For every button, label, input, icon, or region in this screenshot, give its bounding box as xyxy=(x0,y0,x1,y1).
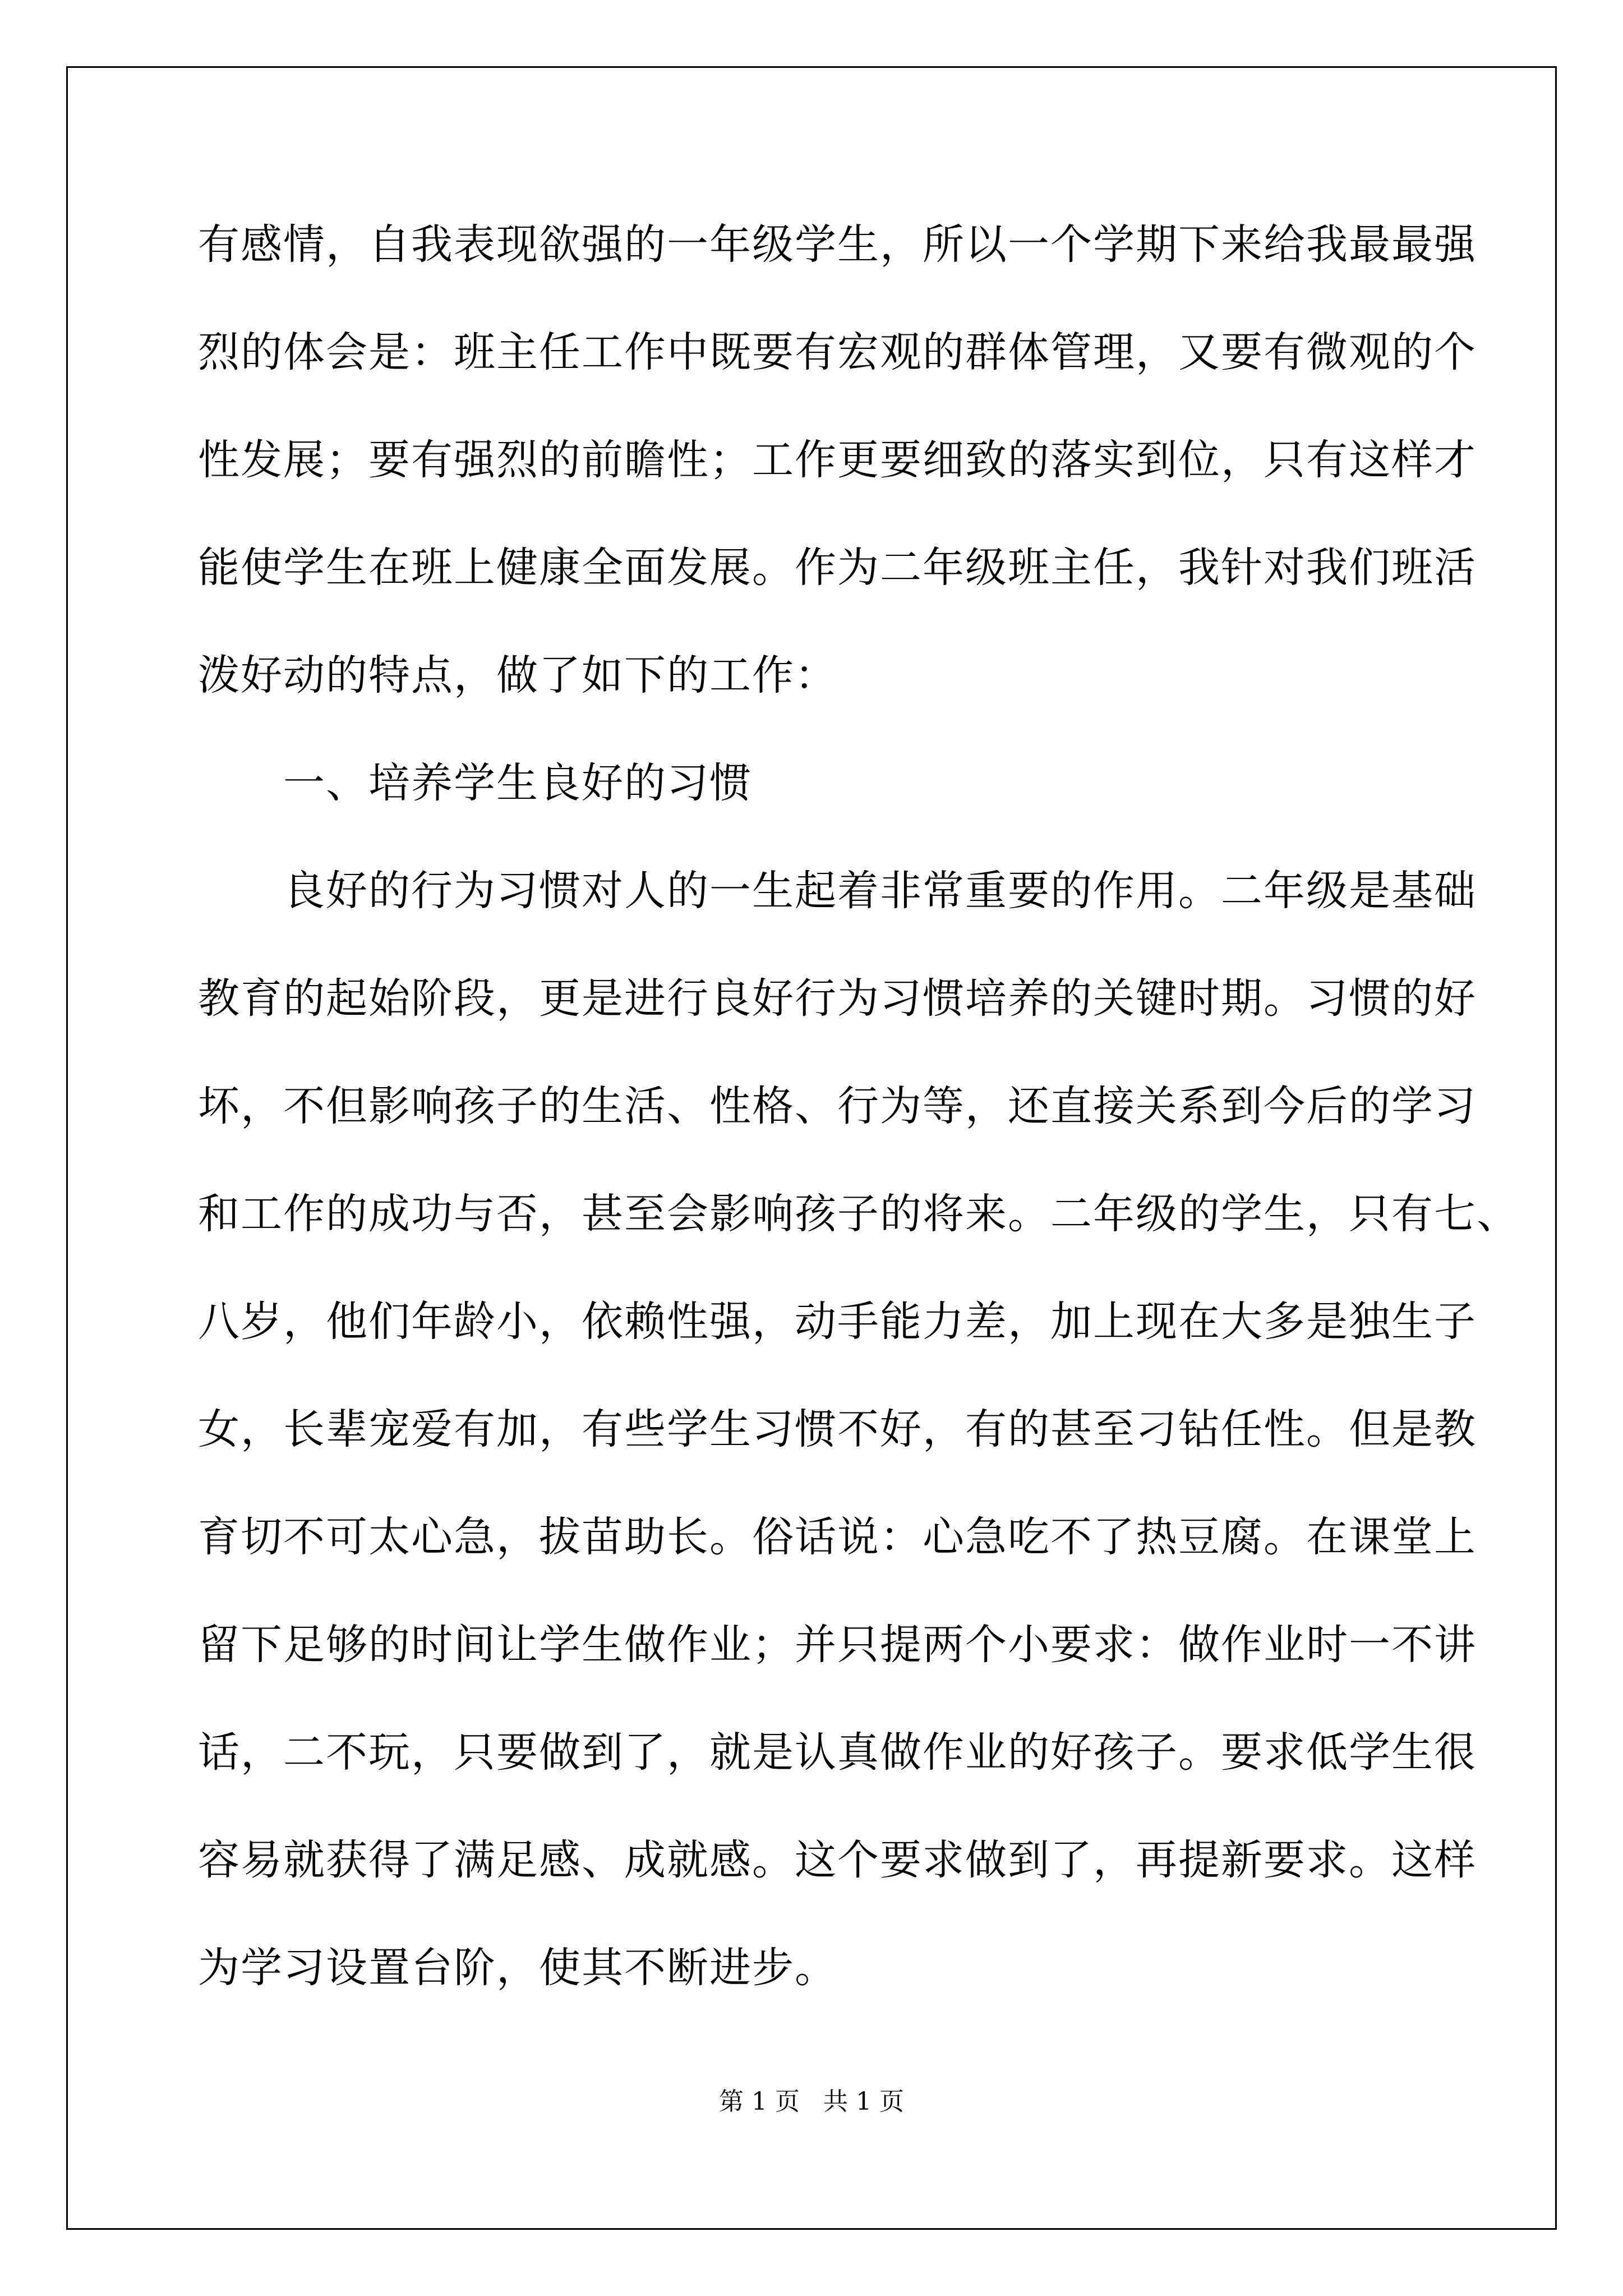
text-line: 为学习设置台阶，使其不断进步。 xyxy=(198,1944,837,1992)
document-body xyxy=(198,211,1519,2042)
text-line: 容易就获得了满足感、成就感。这个要求做到了，再提新要求。这样 xyxy=(198,1836,1477,1884)
text-line: 和工作的成功与否，甚至会影响孩子的将来。二年级的学生，只有七、 xyxy=(198,1190,1519,1238)
text-line: 能使学生在班上健康全面发展。作为二年级班主任，我针对我们班活 xyxy=(198,544,1477,592)
text-line: 育切不可太心急，拔苗助长。俗话说：心急吃不了热豆腐。在课堂上 xyxy=(198,1513,1477,1561)
text-line: 泼好动的特点，做了如下的工作： xyxy=(198,651,837,700)
text-line: 性发展；要有强烈的前瞻性；工作更要细致的落实到位，只有这样才 xyxy=(198,436,1477,484)
text-line: 话，二不玩，只要做到了，就是认真做作业的好孩子。要求低学生很 xyxy=(198,1728,1477,1777)
text-line: 八岁，他们年龄小，依赖性强，动手能力差，加上现在大多是独生子 xyxy=(198,1297,1477,1346)
page-number: 第 1 页 xyxy=(719,2087,800,2116)
text-line: 烈的体会是：班主任工作中既要有宏观的群体管理，又要有微观的个 xyxy=(198,328,1477,376)
text-line: 有感情，自我表现欲强的一年级学生，所以一个学期下来给我最最强 xyxy=(198,220,1477,269)
text-line: 教育的起始阶段，更是进行良好行为习惯培养的关键时期。习惯的好 xyxy=(198,974,1477,1023)
page-total: 共 1 页 xyxy=(823,2087,904,2116)
text-line: 留下足够的时间让学生做作业；并只提两个小要求：做作业时一不讲 xyxy=(198,1621,1477,1669)
text-line: 坏，不但影响孩子的生活、性格、行为等，还直接关系到今后的学习 xyxy=(198,1082,1477,1130)
text-line: 女，长辈宠爱有加，有些学生习惯不好，有的甚至刁钻任性。但是教 xyxy=(198,1405,1477,1453)
paragraph-first-line: 良好的行为习惯对人的一生起着非常重要的作用。二年级是基础 xyxy=(283,867,1477,915)
page-footer xyxy=(0,2085,1623,2119)
section-heading: 一、培养学生良好的习惯 xyxy=(283,759,752,807)
